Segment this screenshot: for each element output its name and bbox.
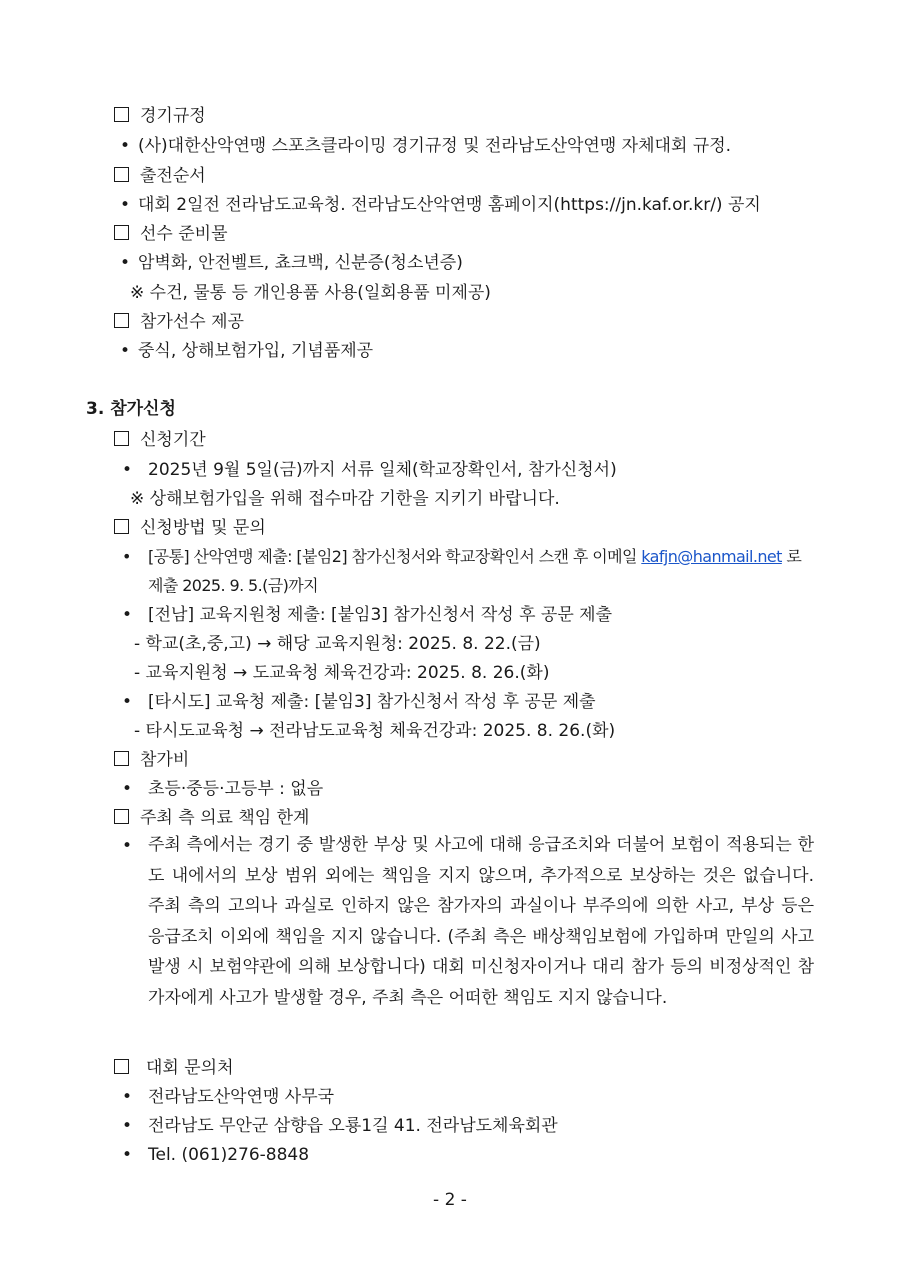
- period-note: ※ 상해보험가입을 위해 접수마감 기한을 지키기 바랍니다.: [130, 489, 560, 509]
- bullet-icon: •: [120, 253, 131, 273]
- square-icon: [114, 313, 129, 328]
- method-common: • [공통] 산악연맹 제출: [붙임2] 참가신청서와 학교장확인서 스캔 후 이메일 kafjn@hanmail.net 로: [122, 547, 802, 566]
- liability-paragraph: 주최 측에서는 경기 중 발생한 부상 및 사고에 대해 응급조치와 더불어 보험이 적용되는 한도 내에서의 보상 범위 외에는 책임을 지지 않으며, 추가적으로 보상하는 것은 없습니다. 주최 측의 고의나 과실로 인하지 않은 참가자의 과실이나 부주의에 의한 사고, 부상 등은 응급조치 이외에 책임을 지지 않습니다. (주최 측은 배상책임보험에 가입하며 만일의 사고 발생 시 보험약관에 의해 보상합니다) 대회 미신청자이거나 대리 참가 등의 비정상적인 참가자에게 사고가 발생할 경우, 주최 측은 어떠한 책임도 지지 않습니다.: [148, 835, 814, 1008]
- section-supplies-title: 선수 준비물: [114, 223, 228, 247]
- fee-item: • 초등·중등·고등부 : 없음: [122, 779, 324, 799]
- bullet-icon: •: [120, 136, 131, 156]
- square-icon: [114, 431, 129, 446]
- square-icon: [114, 1059, 129, 1074]
- section-order-item: • 대회 2일전 전라남도교육청. 전라남도산악연맹 홈페이지(https://jn.kaf.or.kr/) 공지: [120, 195, 761, 215]
- bullet-icon: •: [122, 1145, 133, 1165]
- square-icon: [114, 751, 129, 766]
- section-rules-item: • (사)대한산악연맹 스포츠클라이밍 경기규정 및 전라남도산악연맹 자체대회 규정.: [120, 136, 732, 156]
- period-title: 신청기간: [114, 429, 206, 453]
- square-icon: [114, 809, 129, 824]
- bullet-icon: •: [122, 692, 133, 712]
- bullet-icon: •: [122, 1087, 133, 1107]
- period-item: • 2025년 9월 5일(금)까지 서류 일체(학교장확인서, 참가신청서): [122, 460, 617, 480]
- section-provided-item: • 중식, 상해보험가입, 기념품제공: [120, 341, 374, 361]
- section-heading: 3. 참가신청: [86, 399, 176, 419]
- method-title: 신청방법 및 문의: [114, 517, 266, 541]
- contact-title: 대회 문의처: [114, 1057, 234, 1081]
- method-common-line2: 제출 2025. 9. 5.(금)까지: [148, 576, 318, 595]
- section-supplies-note: ※ 수건, 물통 등 개인용품 사용(일회용품 미제공): [130, 283, 491, 303]
- bullet-icon: •: [122, 605, 133, 625]
- bullet-icon: •: [122, 460, 133, 480]
- method-jeonnam: • [전남] 교육지원청 제출: [붙임3] 참가신청서 작성 후 공문 제출: [122, 605, 613, 625]
- section-rules-title: 경기규정: [114, 105, 206, 129]
- bullet-icon: •: [122, 547, 131, 566]
- bullet-icon: •: [122, 779, 133, 799]
- method-other-sub1: - 타시도교육청 → 전라남도교육청 체육건강과: 2025. 8. 26.(화): [134, 721, 616, 741]
- bullet-icon: •: [120, 195, 131, 215]
- square-icon: [114, 167, 129, 182]
- method-jeonnam-sub1: - 학교(초,중,고) → 해당 교육지원청: 2025. 8. 22.(금): [134, 634, 541, 654]
- bullet-icon: •: [122, 836, 133, 856]
- section-provided-title: 참가선수 제공: [114, 311, 244, 335]
- bullet-icon: •: [122, 1116, 133, 1136]
- contact-org: • 전라남도산악연맹 사무국: [122, 1087, 335, 1107]
- bullet-icon: •: [120, 341, 131, 361]
- page-number: - 2 -: [433, 1190, 467, 1210]
- method-other: • [타시도] 교육청 제출: [붙임3] 참가신청서 작성 후 공문 제출: [122, 692, 596, 712]
- email-link[interactable]: kafjn@hanmail.net: [641, 547, 782, 566]
- square-icon: [114, 107, 129, 122]
- section-supplies-item: • 암벽화, 안전벨트, 쵸크백, 신분증(청소년증): [120, 253, 463, 273]
- contact-tel: • Tel. (061)276-8848: [122, 1145, 310, 1165]
- square-icon: [114, 225, 129, 240]
- fee-title: 참가비: [114, 749, 189, 773]
- square-icon: [114, 519, 129, 534]
- contact-address: • 전라남도 무안군 삼향읍 오룡1길 41. 전라남도체육회관: [122, 1116, 558, 1136]
- section-order-title: 출전순서: [114, 165, 206, 189]
- liability-title: 주최 측 의료 책임 한계: [114, 807, 309, 831]
- method-jeonnam-sub2: - 교육지원청 → 도교육청 체육건강과: 2025. 8. 26.(화): [134, 663, 550, 683]
